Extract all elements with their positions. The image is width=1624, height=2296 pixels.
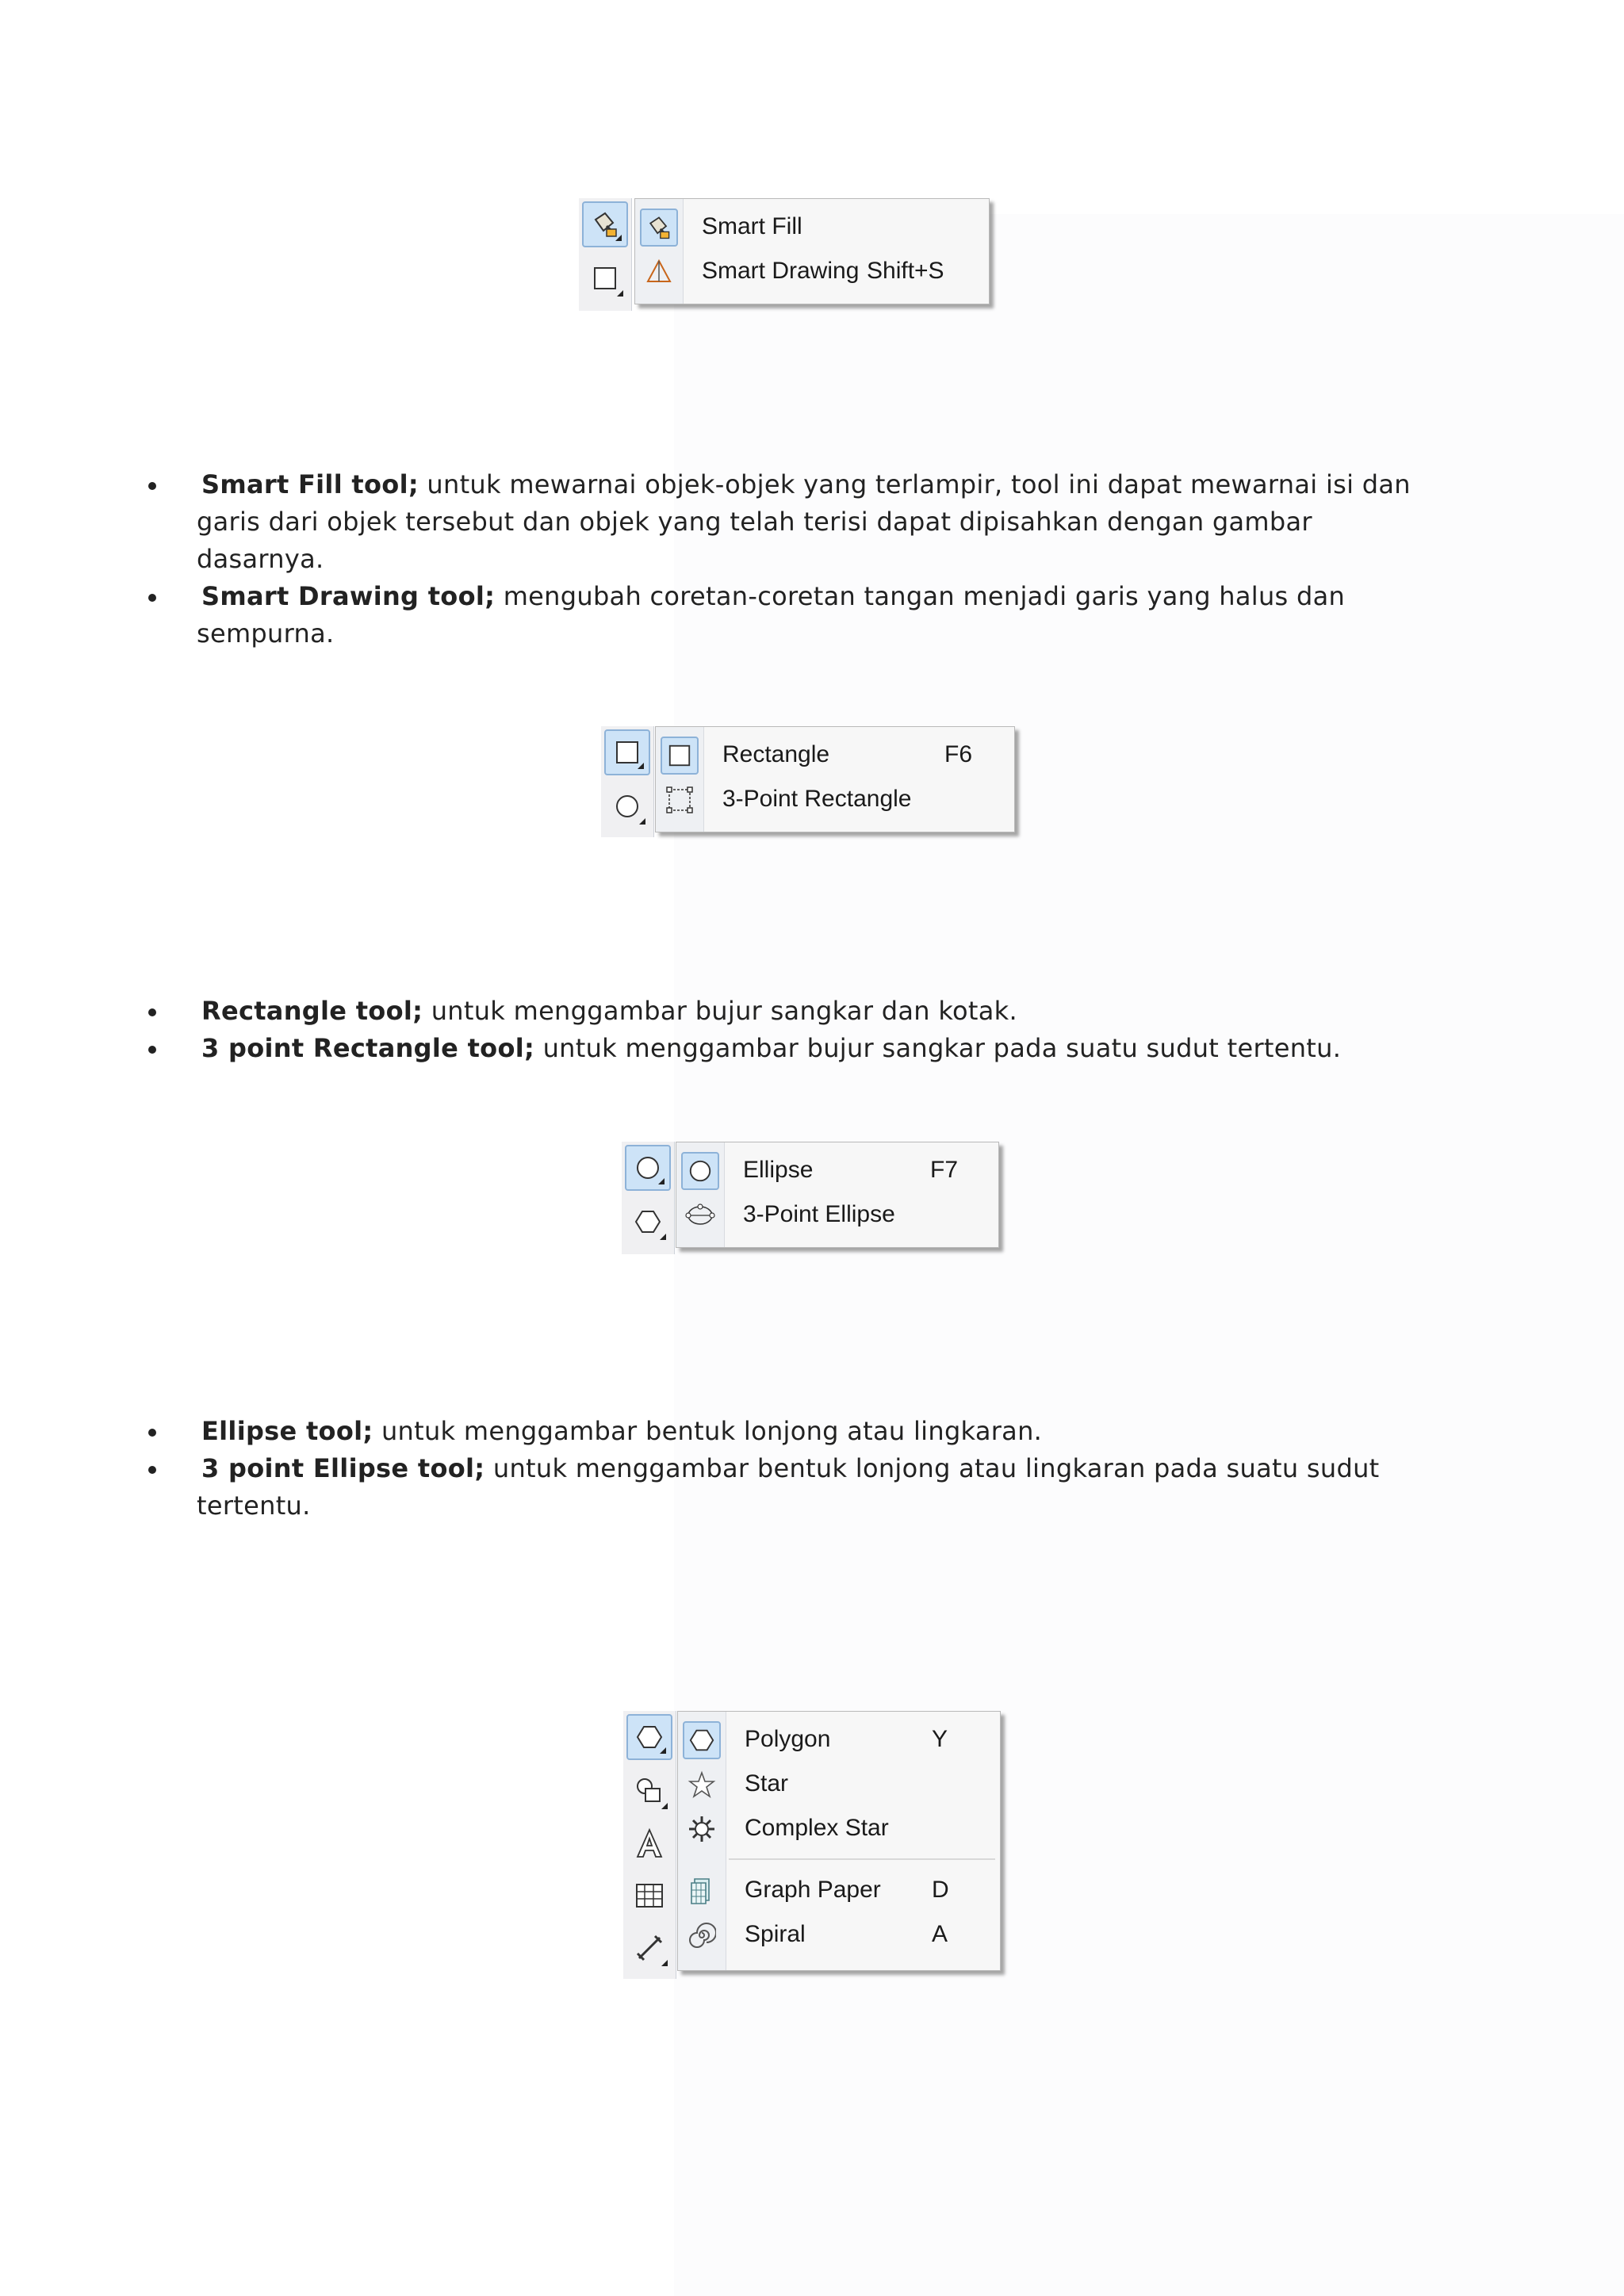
ellipse-flyout — [622, 1142, 1018, 1254]
tool-description: mengubah coretan-coretan tangan menjadi garis yang halus dan sempurna. — [197, 581, 1346, 649]
tool-name: Smart Drawing tool; — [201, 581, 496, 611]
ellipse-icon — [634, 1154, 661, 1181]
menu-item-graph-paper[interactable] — [678, 1869, 1000, 1913]
list-item — [0, 1030, 1434, 1067]
rectangle-tool-button[interactable] — [582, 255, 628, 301]
menu-item-shortcut: A — [932, 1921, 948, 1947]
menu-item-shortcut: D — [932, 1877, 949, 1903]
menu-item-polygon[interactable] — [678, 1718, 1000, 1762]
rectangle-tool-button[interactable] — [604, 729, 650, 775]
dimension-tool-button[interactable] — [626, 1925, 672, 1971]
ellipse-icon — [614, 793, 641, 820]
polygon-tool-button[interactable] — [625, 1199, 671, 1245]
rectangle-tools-description-list — [0, 993, 1624, 1067]
basic-shapes-icon — [634, 1776, 665, 1806]
tool-description: untuk menggambar bujur sangkar pada suatu sudut tertentu. — [534, 1033, 1342, 1063]
tool-name: Smart Fill tool; — [201, 469, 419, 499]
menu-item-3-point-rectangle[interactable] — [656, 778, 1014, 822]
menu-item-rectangle[interactable] — [656, 733, 1014, 778]
menu-item-label: Rectangle — [722, 741, 830, 767]
menu-item-spiral[interactable] — [678, 1913, 1000, 1957]
menu-item-star[interactable] — [678, 1762, 1000, 1807]
bullet-dot — [148, 1008, 156, 1016]
tool-name: 3 point Ellipse tool; — [201, 1453, 485, 1483]
polygon-icon — [634, 1207, 662, 1236]
ellipse-tool-button[interactable] — [625, 1145, 671, 1191]
list-item — [0, 993, 1434, 1030]
star-icon — [688, 1770, 716, 1799]
menu-item-label: Ellipse — [743, 1157, 814, 1183]
text-tool-icon — [634, 1827, 665, 1859]
table-tool-button[interactable] — [626, 1873, 672, 1919]
complex-star-icon — [688, 1815, 716, 1843]
basic-shapes-tool-button[interactable] — [626, 1768, 672, 1814]
ellipse-menu — [676, 1142, 999, 1248]
menu-item-shortcut: Y — [932, 1726, 948, 1752]
tool-description: untuk menggambar bentuk lonjong atau lingkaran pada suatu sudut tertentu. — [197, 1453, 1380, 1521]
three-point-rectangle-icon — [665, 785, 695, 815]
rectangle-menu — [655, 726, 1015, 832]
polygon-icon — [688, 1727, 715, 1754]
tool-description: untuk mewarnai objek-objek yang terlampir, tool ini dapat mewarnai isi dan garis dari objek tersebut dan objek yang telah terisi dapat dipisahkan dengan gambar dasarnya. — [197, 469, 1411, 574]
menu-item-shortcut: F6 — [944, 741, 973, 767]
ellipse-icon — [688, 1158, 713, 1184]
menu-item-label: Polygon — [745, 1726, 831, 1752]
tool-name: Rectangle tool; — [201, 996, 423, 1026]
tool-name: Ellipse tool; — [201, 1416, 373, 1446]
tool-description: untuk menggambar bentuk lonjong atau lingkaran. — [373, 1416, 1043, 1446]
rectangle-flyout — [601, 726, 1045, 837]
menu-item-label: Star — [745, 1770, 789, 1797]
menu-item-complex-star[interactable] — [678, 1807, 1000, 1851]
tool-name: 3 point Rectangle tool; — [201, 1033, 535, 1063]
menu-item-label: Graph Paper — [745, 1877, 881, 1903]
menu-item-label: Smart Drawing — [702, 258, 860, 284]
bullet-dot — [148, 1046, 156, 1054]
menu-item-label: Spiral — [745, 1921, 806, 1947]
menu-item-label: 3-Point Rectangle — [722, 786, 912, 812]
tool-description: untuk menggambar bujur sangkar dan kotak. — [423, 996, 1017, 1026]
smart-drawing-icon — [645, 258, 673, 286]
polygon-menu — [677, 1711, 1001, 1971]
polygon-flyout — [623, 1711, 1020, 1979]
menu-separator — [729, 1858, 995, 1860]
bullet-dot — [148, 1466, 156, 1474]
smart-fill-icon — [645, 213, 673, 242]
bullet-dot — [148, 1429, 156, 1437]
text-tool-button[interactable] — [626, 1820, 672, 1866]
list-item — [0, 1413, 1434, 1450]
ellipse-tools-description-list — [0, 1413, 1624, 1525]
menu-item-smart-fill[interactable] — [635, 205, 989, 250]
menu-item-shortcut: F7 — [930, 1157, 959, 1183]
rectangle-icon — [614, 739, 641, 766]
polygon-tool-button[interactable] — [626, 1714, 672, 1760]
ellipse-tool-button[interactable] — [604, 783, 650, 829]
table-icon — [634, 1882, 665, 1909]
list-item — [0, 578, 1434, 652]
menu-item-smart-drawing[interactable] — [635, 250, 989, 294]
smart-fill-tool-button[interactable] — [582, 201, 628, 247]
three-point-ellipse-icon — [684, 1200, 716, 1231]
spiral-icon — [688, 1921, 716, 1950]
dimension-tool-icon — [634, 1933, 665, 1963]
bullet-dot — [148, 482, 156, 490]
rectangle-icon — [592, 265, 619, 292]
list-item — [0, 466, 1434, 578]
menu-item-ellipse[interactable] — [676, 1149, 998, 1193]
menu-item-label: 3-Point Ellipse — [743, 1201, 895, 1227]
menu-item-3-point-ellipse[interactable] — [676, 1193, 998, 1238]
rectangle-icon — [667, 743, 692, 768]
menu-item-shortcut: Shift+S — [867, 258, 944, 284]
menu-item-label: Complex Star — [745, 1815, 889, 1841]
graph-paper-icon — [688, 1877, 715, 1905]
menu-item-label: Smart Fill — [702, 213, 802, 239]
smart-fill-menu — [634, 198, 990, 304]
smart-fill-flyout — [579, 198, 1055, 311]
bullet-dot — [148, 594, 156, 602]
list-item — [0, 1450, 1434, 1525]
smart-tools-description-list — [0, 466, 1624, 652]
